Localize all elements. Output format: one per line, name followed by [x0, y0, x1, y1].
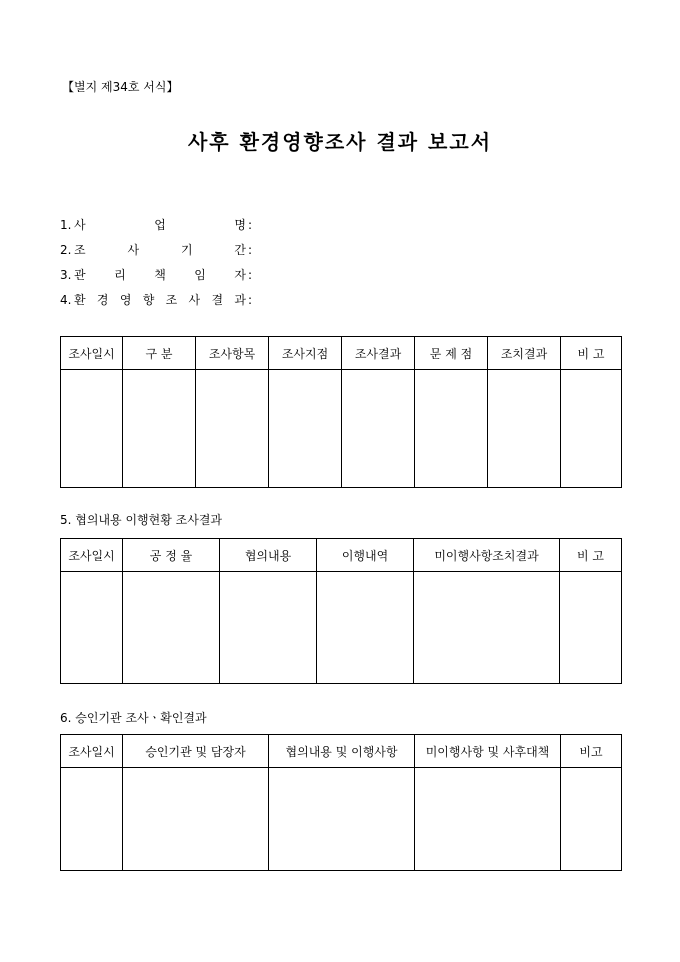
column-header: 협의내용 — [220, 539, 317, 572]
column-header: 협의내용 및 이행사항 — [269, 735, 415, 768]
table-row — [61, 768, 622, 871]
implementation-table — [60, 538, 622, 684]
column-header: 공 정 율 — [123, 539, 220, 572]
info-item-label — [74, 291, 246, 308]
label-char: 사 — [127, 243, 140, 257]
table-cell[interactable] — [342, 370, 415, 488]
form-number: 【별지 제34호 서식】 — [62, 80, 179, 94]
info-item-manager — [60, 262, 252, 287]
column-header: 문 제 점 — [415, 337, 488, 370]
column-header: 승인기관 및 담장자 — [123, 735, 269, 768]
label-char: 자 — [234, 268, 246, 282]
column-header: 비 고 — [561, 337, 622, 370]
column-header: 조사항목 — [196, 337, 269, 370]
label-char: 과 — [234, 293, 246, 307]
label-char: 사 — [74, 218, 86, 232]
section-5-heading: 5. 협의내용 이행현황 조사결과 — [60, 513, 222, 527]
info-item-number: 2. — [60, 242, 72, 257]
info-item-colon: : — [248, 217, 253, 232]
info-item-number: 3. — [60, 267, 72, 282]
page-title: 사후 환경영향조사 결과 보고서 — [187, 130, 493, 154]
table-cell[interactable] — [61, 768, 123, 871]
column-header: 이행내역 — [317, 539, 414, 572]
label-char: 향 — [142, 293, 155, 307]
column-header: 미이행사항조치결과 — [414, 539, 560, 572]
label-char: 경 — [96, 293, 109, 307]
table-cell[interactable] — [488, 370, 561, 488]
label-char: 간 — [234, 243, 246, 257]
table-cell[interactable] — [269, 768, 415, 871]
column-header: 비 고 — [560, 539, 622, 572]
table-header-row — [61, 337, 622, 370]
info-item-number: 1. — [60, 217, 72, 232]
info-item-colon: : — [248, 292, 253, 307]
table-cell[interactable] — [269, 370, 342, 488]
survey-result-table — [60, 336, 622, 488]
column-header: 조사일시 — [61, 735, 123, 768]
table-cell[interactable] — [560, 572, 622, 684]
label-char: 기 — [180, 243, 193, 257]
label-char: 사 — [188, 293, 201, 307]
column-header: 조치결과 — [488, 337, 561, 370]
label-char: 환 — [74, 293, 86, 307]
label-char: 명 — [234, 218, 246, 232]
table-cell[interactable] — [61, 572, 123, 684]
column-header: 조사일시 — [61, 337, 123, 370]
label-char: 조 — [165, 293, 178, 307]
info-item-label — [74, 266, 246, 283]
column-header: 미이행사항 및 사후대책 — [415, 735, 561, 768]
info-item-label — [74, 241, 246, 258]
table-cell[interactable] — [414, 572, 560, 684]
info-item-colon: : — [248, 242, 253, 257]
info-item-business-name — [60, 212, 252, 237]
label-char: 리 — [114, 268, 126, 282]
table-cell[interactable] — [561, 768, 622, 871]
table-cell[interactable] — [123, 572, 220, 684]
approval-table — [60, 734, 622, 871]
column-header: 조사결과 — [342, 337, 415, 370]
label-char: 책 — [154, 268, 166, 282]
table-cell[interactable] — [415, 768, 561, 871]
table-cell[interactable] — [415, 370, 488, 488]
table-cell[interactable] — [123, 768, 269, 871]
info-item-survey-result — [60, 287, 252, 312]
label-char: 영 — [119, 293, 132, 307]
table-row — [61, 572, 622, 684]
table-header-row — [61, 735, 622, 768]
info-list — [60, 212, 252, 312]
table-cell[interactable] — [61, 370, 123, 488]
table-cell[interactable] — [123, 370, 196, 488]
table-cell[interactable] — [561, 370, 622, 488]
label-char: 업 — [154, 218, 166, 232]
label-char: 임 — [194, 268, 206, 282]
table-header-row — [61, 539, 622, 572]
section-6-heading: 6. 승인기관 조사ㆍ확인결과 — [60, 711, 207, 725]
info-item-number: 4. — [60, 292, 72, 307]
table-cell[interactable] — [196, 370, 269, 488]
info-item-colon: : — [248, 267, 253, 282]
table-cell[interactable] — [220, 572, 317, 684]
info-item-label — [74, 216, 246, 233]
column-header: 조사일시 — [61, 539, 123, 572]
label-char: 결 — [211, 293, 224, 307]
table-cell[interactable] — [317, 572, 414, 684]
column-header: 조사지점 — [269, 337, 342, 370]
table-row — [61, 370, 622, 488]
info-item-survey-period — [60, 237, 252, 262]
column-header: 구 분 — [123, 337, 196, 370]
column-header: 비고 — [561, 735, 622, 768]
label-char: 조 — [74, 243, 86, 257]
label-char: 관 — [74, 268, 86, 282]
